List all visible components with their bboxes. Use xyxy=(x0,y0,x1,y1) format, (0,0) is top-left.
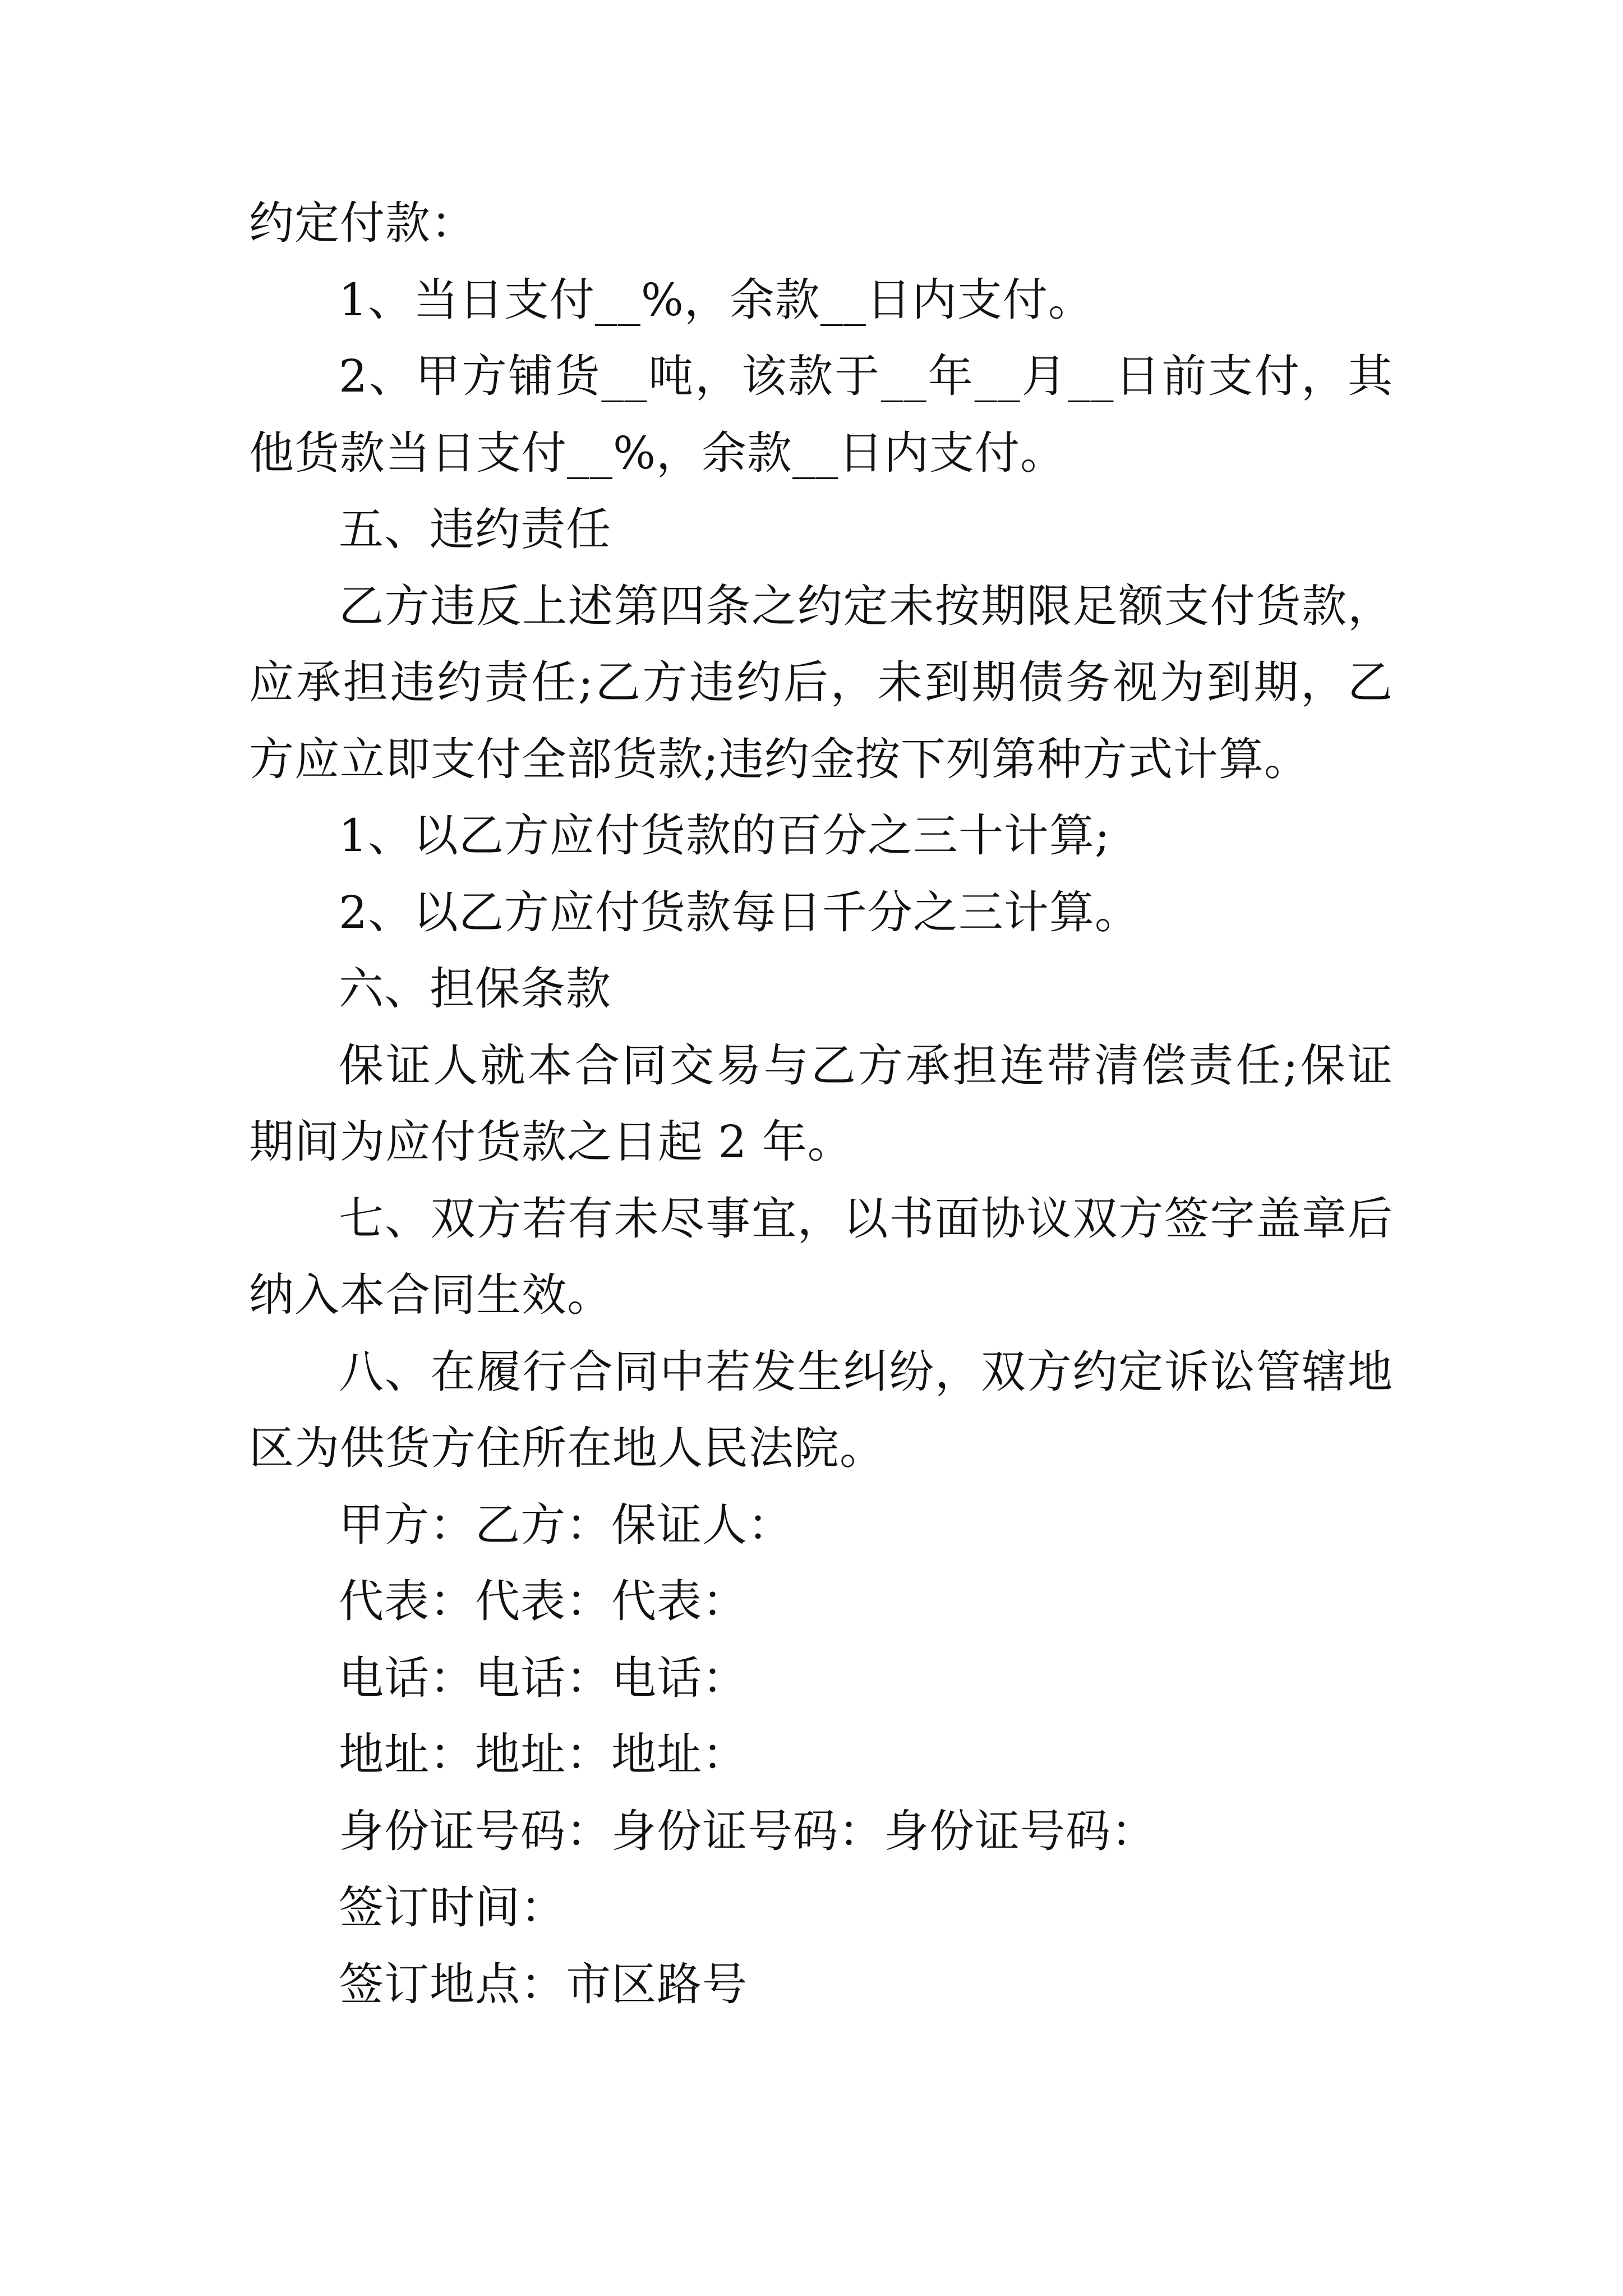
section-heading-guarantee: 六、担保条款 xyxy=(339,963,611,1015)
paragraph-breach-liability: 乙方违反上述第四条之约定未按期限足额支付货款，应承担违约责任;乙方违约后，未到期债务视为到期，乙方应立即支付全部货款;违约金按下列第种方式计算。 xyxy=(249,579,1393,785)
paragraph-payment-terms: 约定付款： xyxy=(249,197,476,249)
signature-addresses-line: 地址：地址：地址： xyxy=(339,1728,748,1780)
paragraph-payment-item-2: 2、甲方铺货__吨，该款于__年__月__日前支付，其他货款当日支付__%，余款__日内支付。 xyxy=(249,350,1393,479)
paragraph-clause-7: 七、双方若有未尽事宜，以书面协议双方签字盖章后纳入本合同生效。 xyxy=(249,1192,1393,1321)
signature-id-numbers-line: 身份证号码：身份证号码：身份证号码： xyxy=(339,1805,1156,1857)
signature-phones-line: 电话：电话：电话： xyxy=(339,1651,748,1704)
document-body xyxy=(249,185,1393,2023)
paragraph-penalty-option-1: 1、以乙方应付货款的百分之三十计算; xyxy=(339,809,1110,862)
paragraph-guarantee: 保证人就本合同交易与乙方承担连带清偿责任;保证期间为应付货款之日起 2 年。 xyxy=(249,1039,1393,1168)
signing-time-line: 签订时间： xyxy=(339,1881,566,1934)
paragraph-clause-8: 八、在履行合同中若发生纠纷，双方约定诉讼管辖地区为供货方住所在地人民法院。 xyxy=(249,1345,1393,1474)
section-heading-breach: 五、违约责任 xyxy=(339,503,611,555)
signing-location-line: 签订地点：市区路号 xyxy=(339,1958,748,2010)
signature-representatives-line: 代表：代表：代表： xyxy=(339,1575,748,1627)
paragraph-payment-item-1: 1、当日支付__%，余款__日内支付。 xyxy=(339,273,1094,326)
paragraph-penalty-option-2: 2、以乙方应付货款每日千分之三计算。 xyxy=(339,886,1140,938)
signature-parties-line: 甲方：乙方：保证人： xyxy=(339,1498,793,1551)
